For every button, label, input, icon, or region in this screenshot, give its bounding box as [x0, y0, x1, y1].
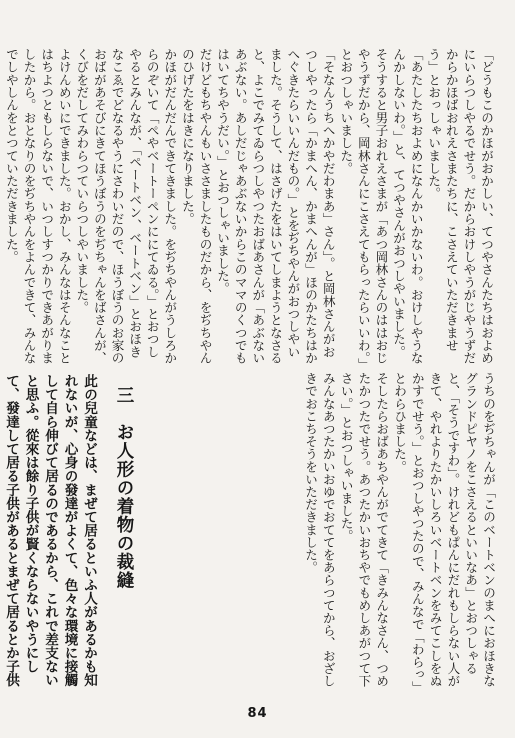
lower-right-paragraph-3: みんなあつたかいおゆでおててをあらつてから、おざしきでおこちそうをいただきました。	[303, 372, 336, 687]
upper-paragraph-4: だけどもちやんもいささましたものだから、をぢちやんのひげたをはきになりました。	[179, 48, 213, 365]
section-title-spacer	[114, 405, 134, 424]
section-number: 三	[114, 386, 134, 405]
upper-paragraph-3: 「そなんうちへかやだわまあ」さん」。と岡林さんがおつしやったら「かまへん、かまへんが」ほのかたちはかへぐきたらいいんだもの。」とをぢちやんがおつしやいました。そうして、はさげたをはいてしまようとなさると、よこでみてゐらつしやつたおばあさんが「あぶないあぶない。あしだじゃあぶないからこのママのくつでもはいてちやうだい。」とおつしゃいました。	[215, 48, 336, 365]
lower-left-text-block	[3, 374, 98, 688]
lower-right-paragraph-1: うちのをぢちゃんが「このベートベンのまへにおほきなグランドピヤノをこさえるといいなあ」とおつしゃると、「そうですわ」。けれどもぱんにだれもしらない人がきて、やれよりたかいしろいベートベンをみてこしをぬかすでせう。」とおつしやつたので、みんなで「わらっ」とわらひました。	[392, 372, 496, 687]
upper-text-block	[3, 48, 495, 368]
lower-left-paragraph-1: 此の兒童などは、まぜて居るといふ人があるかも知れないが、心身の發達がよくて、色々な環境に接觸して自ら伸びて居るのであるから、これで差支ないと思ふ。從來は餘り子供が賢くならないやうにして、發達して居る子供があるとまぜて居るとか子供	[3, 374, 97, 687]
page-number: 84	[247, 706, 268, 721]
section-title: お人形の着物の裁縫	[114, 423, 134, 590]
upper-paragraph-5: かほがだんだんできてきました。をぢちやんがうしろからのぞいて「ぺやベートーペンににてゐる。」とおつしやるとみんなが、「ペートベン、ベートベン」とおほきなこゑでどなるやうにさわいだので、ほうぼうのお家のおばがあそびにきてほうぼうのをぢちゃんをばさんが、くびをだしてみわらつていらつしやいました。	[74, 48, 178, 365]
lower-right-text-block	[303, 372, 497, 690]
upper-paragraph-6: よけんめいにできました。おかし、みんなはそんなことはちよつともしらないで、いつしすつかりできあがりましたから。おとなりのをぢちやんをよんできて、みんなでしやしんをとつていただきました。	[3, 48, 72, 365]
upper-paragraph-2: 「あたしたちおよめになんかいかないわ。おけしやうなんかしないわ。」と、てつやさんがおつしやいました。そうすると男子おれえさまが「あつ岡林さんのははおじやうずだから、岡林さんにこさえてもらったらいいわ。」とおつしゃいました。	[338, 48, 424, 365]
upper-paragraph-1: 「どうもこのかほがおかしい、てつやさんたちはおよめにいらつしやるでせう。だからおけしやうがじやうずだからかほばおれえさまたちに、こさえていただきませう」とおっしゃいました。	[426, 48, 494, 365]
lower-right-paragraph-2: そしたらおばあちやんがでてきて「きみんなさん、つめたかつたでせう。あつたかいおちやでもめしあがつて下さい。」とおつしゃいました。	[338, 372, 390, 687]
section-heading	[99, 386, 137, 676]
